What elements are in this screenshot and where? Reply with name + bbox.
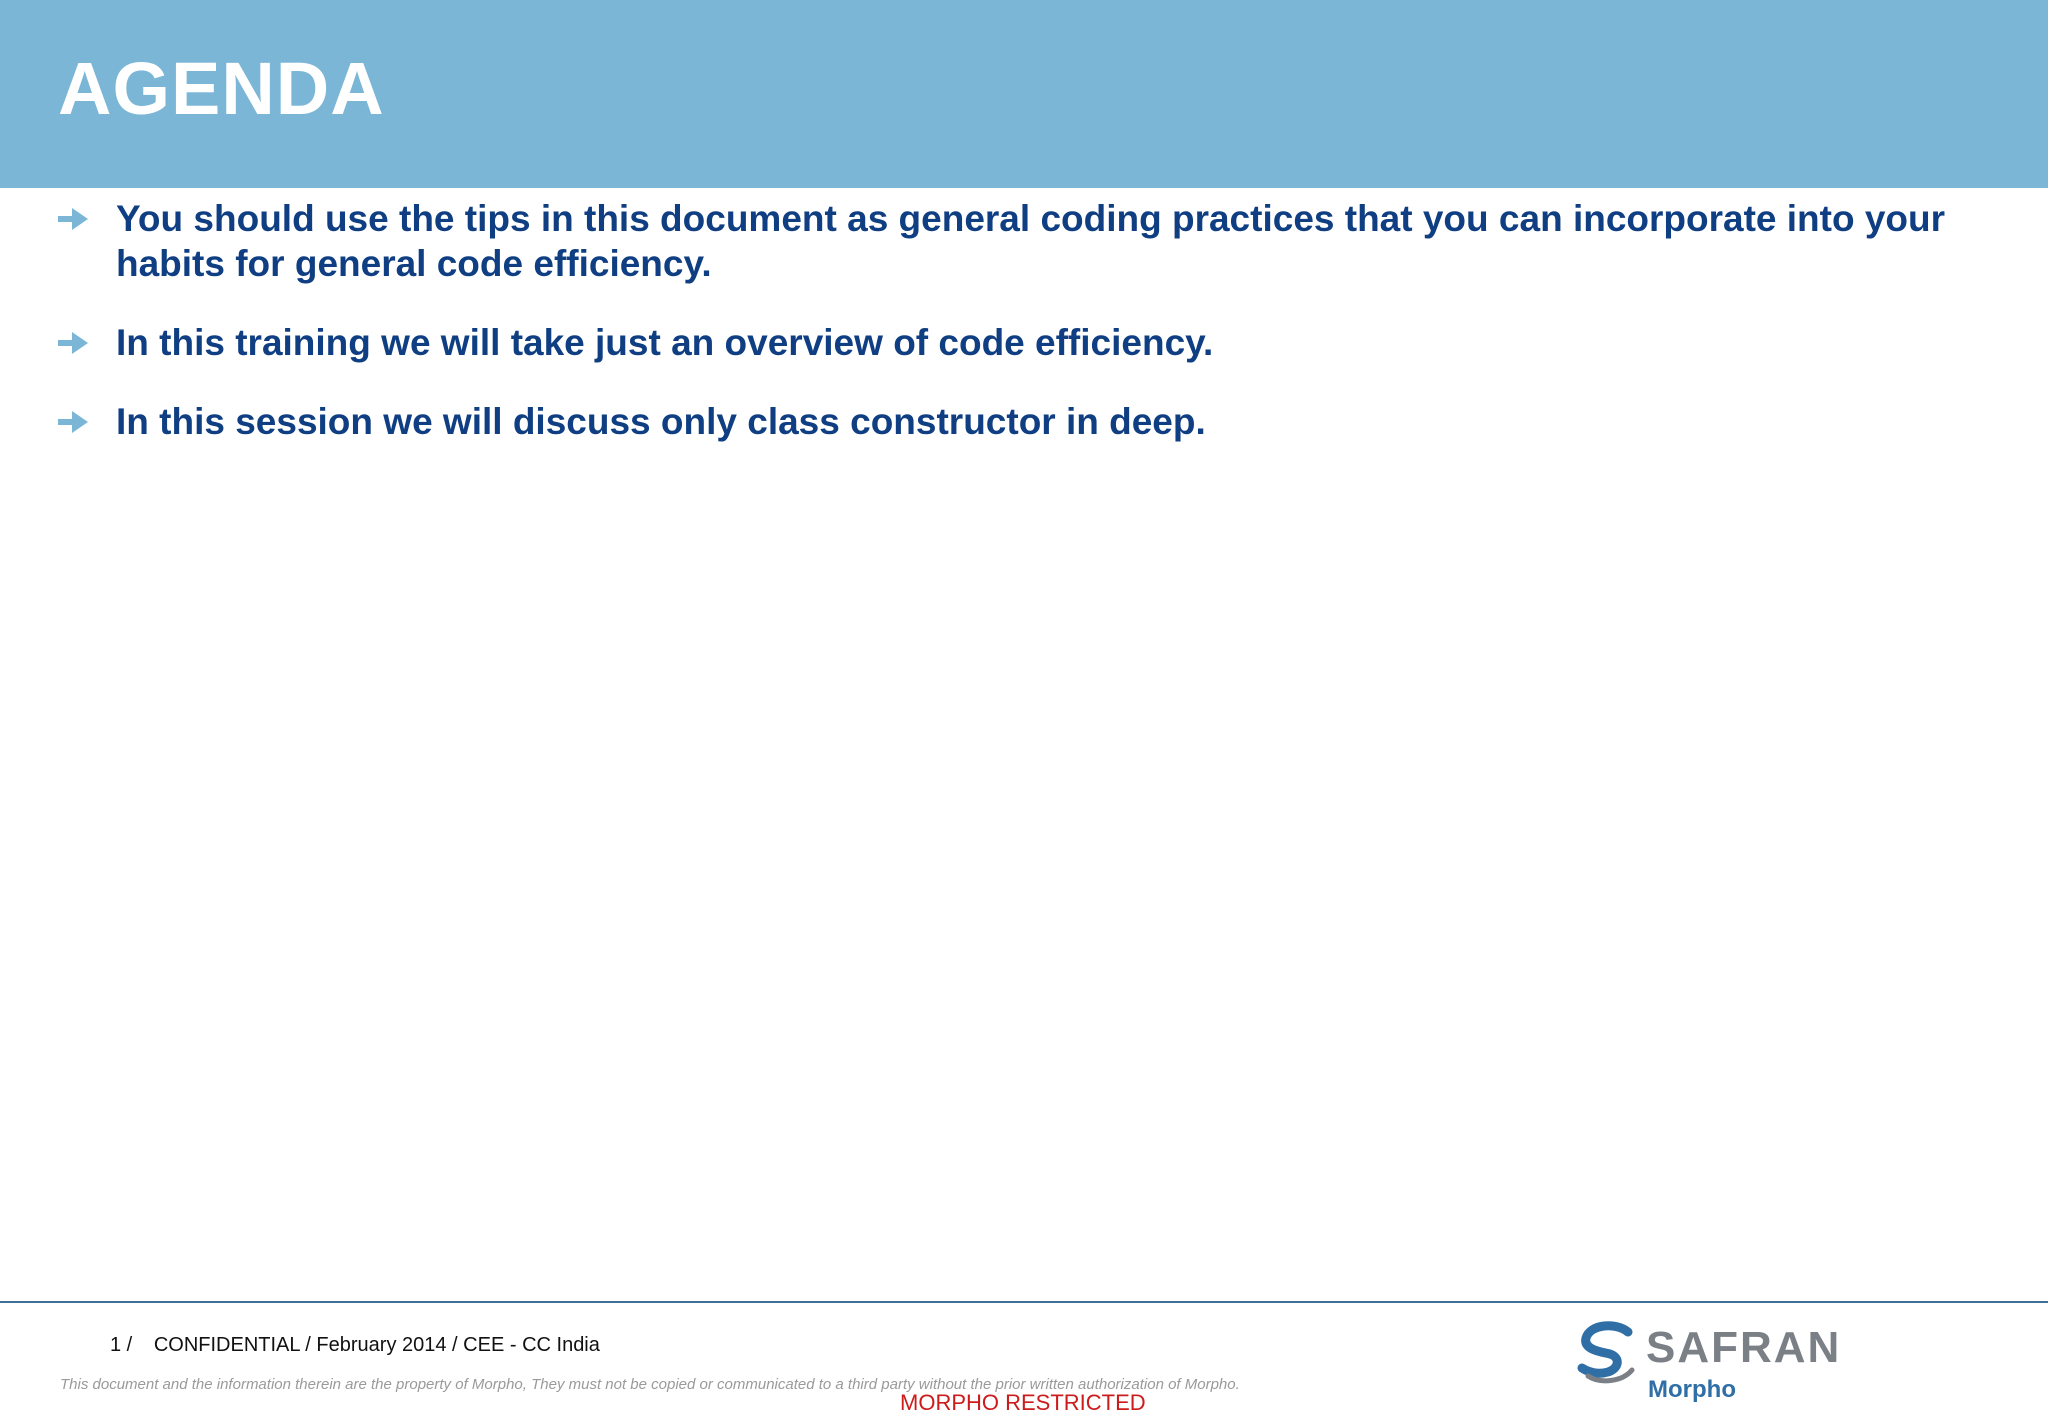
agenda-bullet-item xyxy=(58,196,1988,286)
page-number: 1 / xyxy=(110,1334,133,1356)
agenda-bullet-item xyxy=(58,320,1988,365)
classification-label: MORPHO RESTRICTED xyxy=(900,1390,1146,1415)
safran-morpho-logo xyxy=(1576,1318,1876,1408)
logo-subbrand-text: Morpho xyxy=(1648,1376,1736,1403)
right-arrow-icon xyxy=(58,332,88,354)
agenda-bullet-text: In this training we will take just an overview of code efficiency. xyxy=(116,322,1214,363)
footer-confidential-line: CONFIDENTIAL / February 2014 / CEE - CC India xyxy=(153,1334,600,1356)
footer-divider xyxy=(0,1301,2048,1303)
agenda-bullet-item xyxy=(58,399,1988,444)
agenda-bullet-list xyxy=(58,196,1988,478)
slide-title: AGENDA xyxy=(58,47,385,130)
footer-disclaimer: This document and the information therein are the property of Morpho, They must not be copied or communicated to a third party without the prior written authorization of Morpho. xyxy=(60,1376,1240,1393)
logo-brand-text: SAFRAN xyxy=(1646,1323,1842,1372)
right-arrow-icon xyxy=(58,208,88,230)
right-arrow-icon xyxy=(58,411,88,433)
footer-meta xyxy=(110,1334,600,1357)
safran-swoosh-icon xyxy=(1576,1320,1640,1386)
agenda-bullet-text: You should use the tips in this document as general coding practices that you can incorporate into your habits for general code efficiency. xyxy=(116,198,1946,284)
agenda-bullet-text: In this session we will discuss only class constructor in deep. xyxy=(116,401,1206,442)
